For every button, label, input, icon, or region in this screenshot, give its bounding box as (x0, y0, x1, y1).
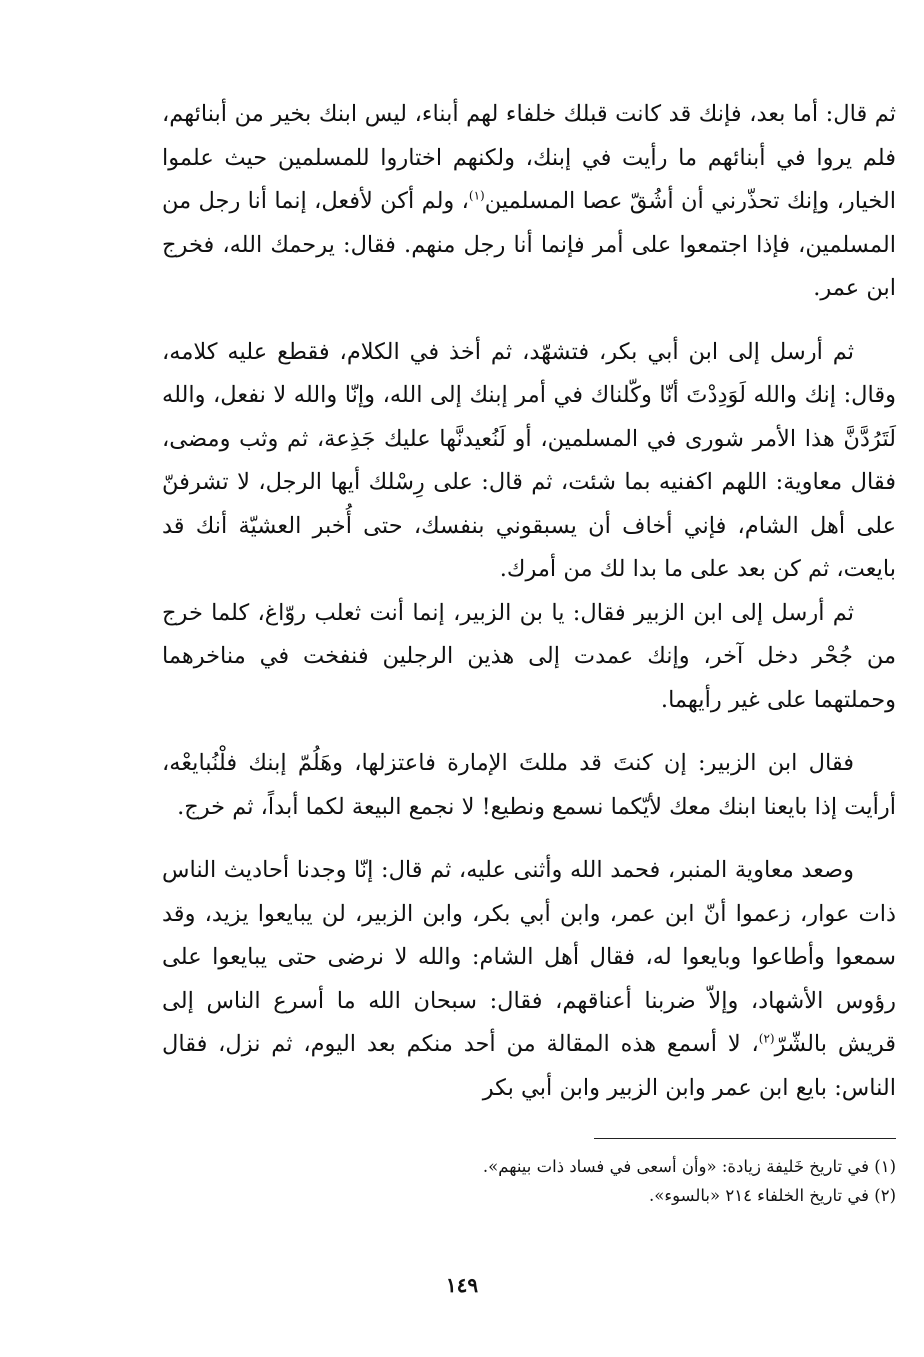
footnotes (162, 1152, 896, 1210)
paragraph-5-text: وصعد معاوية المنبر، فحمد الله وأثنى عليه، ثم قال: إنّا وجدنا أحاديث الناس ذات عوار، زعموا أنّ ابن عمر، وابن أبي بكر، وابن الزبير، لن يبايعوا يزيد، وقد سمعوا وأطاعوا وبايعوا له، فقال أهل الشام: والله لا نرضى حتى يبايعوا على رؤوس الأشهاد، وإلاّ ضربنا أعناقهم، فقال: سبحان الله ما أسرع الناس إلى قريش بالشّرّ (162, 857, 896, 1057)
paragraph-5-tail: ، لا أسمع هذه المقالة من أحد منكم بعد اليوم، ثم نزل، فقال الناس: بايع ابن عمر وابن الزبير وابن أبي بكر (162, 1031, 896, 1101)
footnote-mark-1[interactable]: (١) (468, 188, 485, 203)
page-number: ١٤٩ (445, 1273, 479, 1297)
main-text (162, 93, 896, 1110)
footnote-divider (594, 1138, 896, 1139)
paragraph-5 (162, 849, 896, 1110)
paragraph-1-tail: ، ولم أكن لأفعل، إنما أنا رجل من المسلمين، فإذا اجتمعوا على أمر فإنما أنا رجل منهم. فقال: يرحمك الله، فخرج ابن عمر. (162, 188, 896, 301)
paragraph-4: فقال ابن الزبير: إن كنتَ قد مللتَ الإمارة فاعتزلها، وهَلُمّ إبنك فلْنُبايعْه، أرأيت إذا بايعنا ابنك معك لأيّكما نسمع ونطيع! لا نجمع البيعة لكما أبداً، ثم خرج. (162, 750, 896, 820)
paragraph-2: ثم أرسل إلى ابن أبي بكر، فتشهّد، ثم أخذ في الكلام، فقطع عليه كلامه، وقال: إنك والله لَوَدِدْتَ أنّا وكّلناك في أمر إبنك إلى الله، وإنّا والله لا نفعل، والله لَتَرُدَّنَّ هذا الأمر شورى في المسلمين، أو لَنُعيدنَّها عليك جَذِعة، ثم وثب ومضى، فقال معاوية: اللهم اكفنيه بما شئت، ثم قال: على رِسْلك أيها الرجل، لا تشرفنّ على أهل الشام، فإني أخاف أن يسبقوني بنفسك، حتى أُخبر العشيّة أنك قد بايعت، ثم كن بعد على ما بدا لك من أمرك. (162, 338, 896, 582)
footnote-1: (١) في تاريخ خَليفة زيادة: «وأن أسعى في فساد ذات بينهم». (482, 1157, 896, 1176)
footnote-mark-2[interactable]: (٢) (758, 1031, 775, 1046)
paragraph-1-text: ثم قال: أما بعد، فإنك قد كانت قبلك خلفاء لهم أبناء، ليس ابنك بخير من أبنائهم، فلم يروا في أبنائهم ما رأيت في إبنك، ولكنهم اختاروا للمسلمين حيث علموا الخيار، وإنك تحذّرني أن أشُقّ عصا المسلمين (162, 101, 896, 214)
paragraph-3: ثم أرسل إلى ابن الزبير فقال: يا بن الزبير، إنما أنت ثعلب روّاغ، كلما خرج من جُحْر دخل آخر، وإنك عمدت إلى هذين الرجلين فنفخت في مناخرهما وحملتهما على غير رأيهما. (162, 599, 896, 713)
footnote-2: (٢) في تاريخ الخلفاء ٢١٤ «بالسوء». (649, 1186, 896, 1205)
paragraph-1 (162, 93, 896, 311)
